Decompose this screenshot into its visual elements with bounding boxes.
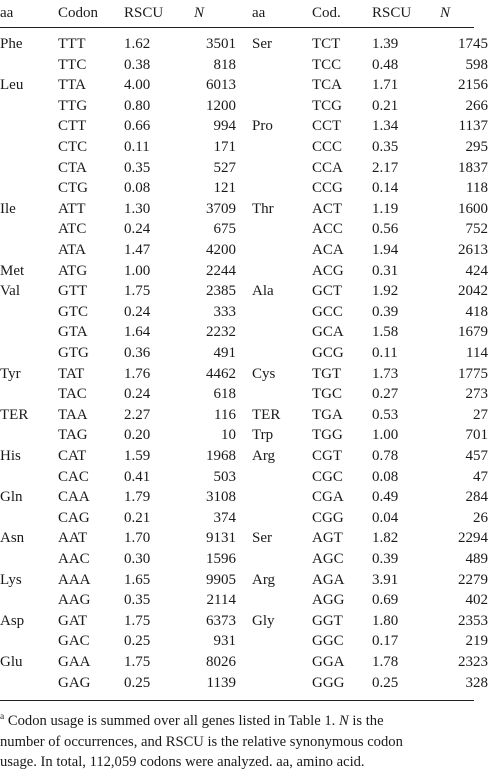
cell-n2: 26 (473, 509, 488, 526)
cell-rscu: 1.75 (124, 612, 151, 629)
cell-codon: ATG (58, 262, 88, 279)
cell-aa: Tyr (0, 365, 21, 382)
cell-n: 4462 (206, 365, 236, 382)
cell-codon: ATC (58, 221, 87, 238)
cell-n: 116 (214, 406, 236, 423)
table-row (0, 528, 488, 548)
table-row (0, 96, 488, 116)
cell-n2: 457 (465, 448, 488, 464)
cell-n2: 118 (466, 180, 488, 197)
cell-cod2: ACT (312, 200, 342, 217)
cell-aa: Asn (0, 530, 25, 547)
cell-codon: TTC (58, 56, 87, 73)
cell-aa2: Thr (252, 200, 274, 217)
cell-codon: TAT (58, 365, 85, 382)
cell-rscu2: 0.49 (372, 489, 399, 506)
cell-n: 3709 (206, 200, 236, 217)
cell-n2: 2323 (458, 654, 488, 670)
table-row (0, 487, 488, 507)
cell-n2: 47 (473, 468, 488, 485)
cell-aa: Gln (0, 489, 23, 506)
cell-rscu: 0.35 (124, 159, 151, 176)
cell-aa2: Arg (252, 571, 276, 588)
cell-n2: 328 (465, 674, 488, 691)
cell-rscu: 1.47 (124, 242, 151, 258)
table-row (0, 590, 488, 610)
cell-rscu2: 0.48 (372, 56, 399, 73)
cell-cod2: AGT (312, 530, 343, 547)
cell-cod2: AGA (312, 571, 345, 588)
cell-rscu2: 0.78 (372, 448, 399, 464)
cell-n: 1968 (206, 448, 236, 464)
table-row (0, 55, 488, 75)
cell-n: 1596 (206, 551, 236, 567)
cell-cod2: TGT (312, 365, 342, 382)
cell-n: 9905 (206, 571, 236, 588)
cell-rscu: 0.08 (124, 180, 151, 197)
cell-cod2: CGC (312, 468, 343, 485)
cell-cod2: CGA (312, 489, 344, 506)
cell-n: 171 (213, 139, 236, 155)
cell-cod2: TCT (312, 36, 341, 52)
cell-rscu2: 1.58 (372, 324, 399, 341)
cell-rscu: 1.30 (124, 200, 151, 217)
cell-codon: GAG (58, 674, 91, 691)
table-row (0, 425, 488, 445)
cell-rscu2: 1.71 (372, 77, 399, 94)
cell-cod2: GCC (312, 303, 343, 320)
cell-rscu: 0.24 (124, 221, 151, 238)
cell-rscu2: 1.80 (372, 612, 399, 629)
cell-n: 9131 (206, 530, 236, 547)
cell-cod2: CGG (312, 509, 344, 526)
cell-n: 121 (213, 180, 236, 197)
cell-n: 491 (213, 345, 236, 361)
cell-cod2: TCG (312, 97, 342, 114)
cell-rscu: 1.62 (124, 36, 151, 52)
cell-rscu: 0.24 (124, 303, 151, 320)
cell-rscu2: 0.39 (372, 303, 399, 320)
cell-rscu2: 0.69 (372, 592, 399, 609)
cell-rscu2: 2.17 (372, 159, 399, 176)
cell-n2: 598 (465, 56, 488, 73)
table-row (0, 302, 488, 322)
cell-cod2: ACG (312, 262, 344, 279)
cell-n2: 2279 (458, 571, 488, 588)
header-cod2: Cod. (312, 5, 341, 21)
cell-n2: 1600 (458, 200, 488, 217)
cell-n2: 273 (465, 386, 488, 403)
cell-n2: 2042 (458, 283, 488, 300)
cell-codon: TAG (58, 427, 88, 444)
cell-rscu: 0.20 (124, 427, 151, 444)
header-codon: Codon (58, 5, 99, 21)
cell-cod2: GGC (312, 633, 344, 650)
cell-aa: Val (0, 283, 20, 300)
cell-rscu2: 0.27 (372, 386, 399, 403)
cell-codon: TAA (58, 406, 88, 423)
cell-n: 4200 (206, 242, 236, 258)
footnote-italic-n: N (338, 713, 349, 729)
footnote-marker: a (0, 712, 5, 722)
cell-rscu: 0.41 (124, 468, 151, 485)
cell-cod2: GGT (312, 612, 343, 629)
cell-rscu2: 3.91 (372, 571, 399, 588)
table-row (0, 116, 488, 136)
header-rule (0, 27, 474, 28)
cell-n: 333 (213, 303, 236, 320)
cell-rscu: 1.00 (124, 262, 151, 279)
cell-codon: GAC (58, 633, 90, 650)
cell-rscu: 0.11 (124, 139, 150, 155)
cell-aa2: TER (252, 406, 281, 423)
footnote-line-2: number of occurrences, and RSCU is the relative synonymous codon (0, 733, 403, 750)
cell-aa: Leu (0, 77, 24, 94)
cell-codon: AAG (58, 592, 91, 609)
cell-rscu: 1.75 (124, 654, 151, 670)
cell-codon: CAT (58, 448, 87, 464)
cell-cod2: AGC (312, 551, 344, 567)
cell-n2: 219 (465, 633, 488, 650)
cell-rscu: 0.38 (124, 56, 151, 73)
cell-aa: Lys (0, 571, 22, 588)
cell-rscu: 0.25 (124, 633, 151, 650)
table-row (0, 199, 488, 219)
cell-rscu: 0.66 (124, 118, 151, 135)
cell-codon: CTT (58, 118, 87, 135)
table-row (0, 652, 488, 672)
cell-n2: 701 (465, 427, 488, 444)
table-row (0, 631, 488, 651)
cell-rscu2: 0.08 (372, 468, 399, 485)
cell-codon: CTG (58, 180, 88, 197)
table-row (0, 405, 488, 425)
cell-n2: 1679 (458, 324, 488, 341)
cell-n2: 1775 (458, 365, 488, 382)
cell-rscu: 0.25 (124, 674, 151, 691)
cell-aa: Glu (0, 654, 23, 670)
cell-cod2: CCG (312, 180, 343, 197)
cell-cod2: CCC (312, 139, 343, 155)
cell-n: 675 (213, 221, 236, 238)
cell-cod2: TGC (312, 386, 342, 403)
cell-codon: ATT (58, 200, 86, 217)
cell-n2: 1137 (458, 118, 488, 135)
cell-codon: CTC (58, 139, 88, 155)
table-row (0, 570, 488, 590)
cell-cod2: TCA (312, 77, 342, 94)
cell-codon: TTG (58, 97, 88, 114)
cell-n: 2244 (206, 262, 236, 279)
cell-rscu2: 0.56 (372, 221, 399, 238)
cell-n: 994 (213, 118, 236, 135)
table-row (0, 75, 488, 95)
cell-cod2: TCC (312, 56, 342, 73)
cell-cod2: GCA (312, 324, 344, 341)
cell-cod2: GCT (312, 283, 342, 300)
cell-rscu2: 1.73 (372, 365, 399, 382)
cell-cod2: TGG (312, 427, 343, 444)
cell-cod2: GCG (312, 345, 344, 361)
cell-n: 818 (213, 56, 236, 73)
cell-codon: AAC (58, 551, 90, 567)
cell-n: 3501 (206, 36, 236, 52)
cell-aa2: Gly (252, 612, 275, 629)
table-header (0, 3, 474, 25)
cell-rscu2: 1.39 (372, 36, 399, 52)
cell-codon: CTA (58, 159, 87, 176)
cell-rscu: 0.36 (124, 345, 151, 361)
cell-codon: GTG (58, 345, 89, 361)
cell-rscu: 0.35 (124, 592, 151, 609)
cell-codon: TTA (58, 77, 86, 94)
cell-aa2: Cys (252, 365, 276, 382)
cell-rscu2: 1.00 (372, 427, 399, 444)
cell-n: 6373 (206, 612, 236, 629)
cell-aa: Phe (0, 36, 23, 52)
cell-rscu: 1.65 (124, 571, 151, 588)
footnote (0, 711, 474, 773)
cell-codon: GTC (58, 303, 88, 320)
cell-rscu: 0.24 (124, 386, 151, 403)
table-row (0, 34, 488, 54)
table-bottom-rule (0, 700, 474, 701)
cell-rscu2: 0.31 (372, 262, 399, 279)
cell-rscu2: 0.35 (372, 139, 399, 155)
cell-codon: GAA (58, 654, 91, 670)
cell-cod2: CGT (312, 448, 342, 464)
header-aa: aa (0, 5, 14, 21)
cell-rscu2: 0.25 (372, 674, 399, 691)
table-row (0, 240, 488, 260)
cell-rscu: 1.79 (124, 489, 151, 506)
cell-cod2: GGG (312, 674, 345, 691)
cell-rscu2: 1.82 (372, 530, 399, 547)
cell-codon: AAT (58, 530, 88, 547)
cell-cod2: ACC (312, 221, 343, 238)
cell-rscu2: 0.14 (372, 180, 399, 197)
cell-aa: Asp (0, 612, 25, 629)
cell-aa2: Ser (252, 530, 272, 547)
header-rscu2: RSCU (372, 5, 412, 21)
cell-rscu: 0.21 (124, 509, 151, 526)
table-row (0, 467, 488, 487)
cell-rscu2: 0.04 (372, 509, 399, 526)
cell-n: 2114 (206, 592, 236, 609)
cell-rscu2: 1.92 (372, 283, 399, 300)
header-aa2: aa (252, 5, 266, 21)
table-row (0, 508, 488, 528)
table-row (0, 219, 488, 239)
cell-n2: 2294 (458, 530, 488, 547)
cell-aa: Met (0, 262, 25, 279)
cell-n: 2232 (206, 324, 236, 341)
cell-n: 6013 (206, 77, 236, 94)
header-n: N (194, 5, 205, 21)
cell-cod2: ACA (312, 242, 344, 258)
footnote-line-3: usage. In total, 112,059 codons were analyzed. aa, amino acid. (0, 754, 365, 770)
cell-n: 503 (213, 468, 236, 485)
cell-rscu2: 0.11 (372, 345, 398, 361)
cell-n2: 2353 (458, 612, 488, 629)
cell-codon: AAA (58, 571, 91, 588)
cell-rscu2: 0.17 (372, 633, 399, 650)
table-row (0, 364, 488, 384)
cell-codon: TTT (58, 36, 86, 52)
cell-aa2: Ser (252, 36, 272, 52)
cell-codon: GAT (58, 612, 88, 629)
cell-n: 527 (213, 159, 236, 176)
table-row (0, 673, 488, 693)
cell-rscu: 1.64 (124, 324, 151, 341)
cell-n: 10 (221, 427, 236, 444)
cell-aa: Ile (0, 200, 16, 217)
cell-rscu2: 1.19 (372, 200, 399, 217)
cell-rscu2: 1.34 (372, 118, 399, 135)
cell-rscu: 1.76 (124, 365, 151, 382)
cell-n2: 1745 (458, 36, 488, 52)
cell-codon: CAA (58, 489, 90, 506)
table-row (0, 281, 488, 301)
table-row (0, 446, 488, 466)
table-row (0, 261, 488, 281)
cell-rscu2: 1.94 (372, 242, 399, 258)
table-row (0, 549, 488, 569)
cell-aa2: Trp (252, 427, 274, 444)
footnote-line-1 (0, 711, 474, 732)
table-row (0, 137, 488, 157)
table-row (0, 343, 488, 363)
cell-aa2: Pro (252, 118, 273, 135)
table-row (0, 611, 488, 631)
cell-n: 931 (213, 633, 236, 650)
cell-rscu2: 0.21 (372, 97, 399, 114)
cell-codon: GTT (58, 283, 88, 300)
cell-codon: GTA (58, 324, 88, 341)
cell-n2: 402 (465, 592, 488, 609)
cell-n2: 424 (465, 262, 488, 279)
table-row (0, 384, 488, 404)
cell-rscu: 1.59 (124, 448, 151, 464)
table-row (0, 178, 488, 198)
cell-n: 2385 (206, 283, 236, 300)
cell-n2: 2613 (458, 242, 488, 258)
cell-codon: TAC (58, 386, 87, 403)
cell-codon: CAG (58, 509, 90, 526)
cell-n2: 284 (465, 489, 488, 506)
cell-n: 3108 (206, 489, 236, 506)
cell-rscu2: 0.39 (372, 551, 399, 567)
cell-n: 374 (213, 509, 236, 526)
cell-rscu: 2.27 (124, 406, 151, 423)
cell-aa: TER (0, 406, 29, 423)
cell-n2: 266 (465, 97, 488, 114)
cell-cod2: CCT (312, 118, 342, 135)
cell-n2: 295 (465, 139, 488, 155)
cell-n2: 1837 (458, 159, 488, 176)
cell-n2: 114 (466, 345, 488, 361)
table-row (0, 322, 488, 342)
cell-codon: ATA (58, 242, 86, 258)
cell-rscu: 1.75 (124, 283, 151, 300)
table-row (0, 158, 488, 178)
cell-cod2: GGA (312, 654, 345, 670)
footnote-text-1: Codon usage is summed over all genes listed in Table 1. N is the (7, 713, 384, 729)
cell-rscu: 4.00 (124, 77, 151, 94)
cell-codon: CAC (58, 468, 89, 485)
cell-n2: 489 (465, 551, 488, 567)
cell-n2: 418 (465, 303, 488, 320)
cell-rscu2: 0.53 (372, 406, 399, 423)
cell-n2: 27 (473, 406, 488, 423)
cell-rscu2: 1.78 (372, 654, 399, 670)
cell-n: 1139 (206, 674, 236, 691)
cell-cod2: AGG (312, 592, 345, 609)
cell-rscu: 1.70 (124, 530, 151, 547)
cell-n: 1200 (206, 97, 236, 114)
cell-rscu: 0.80 (124, 97, 151, 114)
cell-aa2: Ala (252, 283, 274, 300)
cell-rscu: 0.30 (124, 551, 151, 567)
cell-aa2: Arg (252, 448, 276, 464)
cell-n: 8026 (206, 654, 236, 670)
cell-cod2: CCA (312, 159, 343, 176)
header-n2: N (440, 5, 451, 21)
cell-n2: 752 (465, 221, 488, 238)
cell-aa: His (0, 448, 21, 464)
cell-n: 618 (213, 386, 236, 403)
cell-n2: 2156 (458, 77, 488, 94)
header-rscu: RSCU (124, 5, 164, 21)
cell-cod2: TGA (312, 406, 343, 423)
